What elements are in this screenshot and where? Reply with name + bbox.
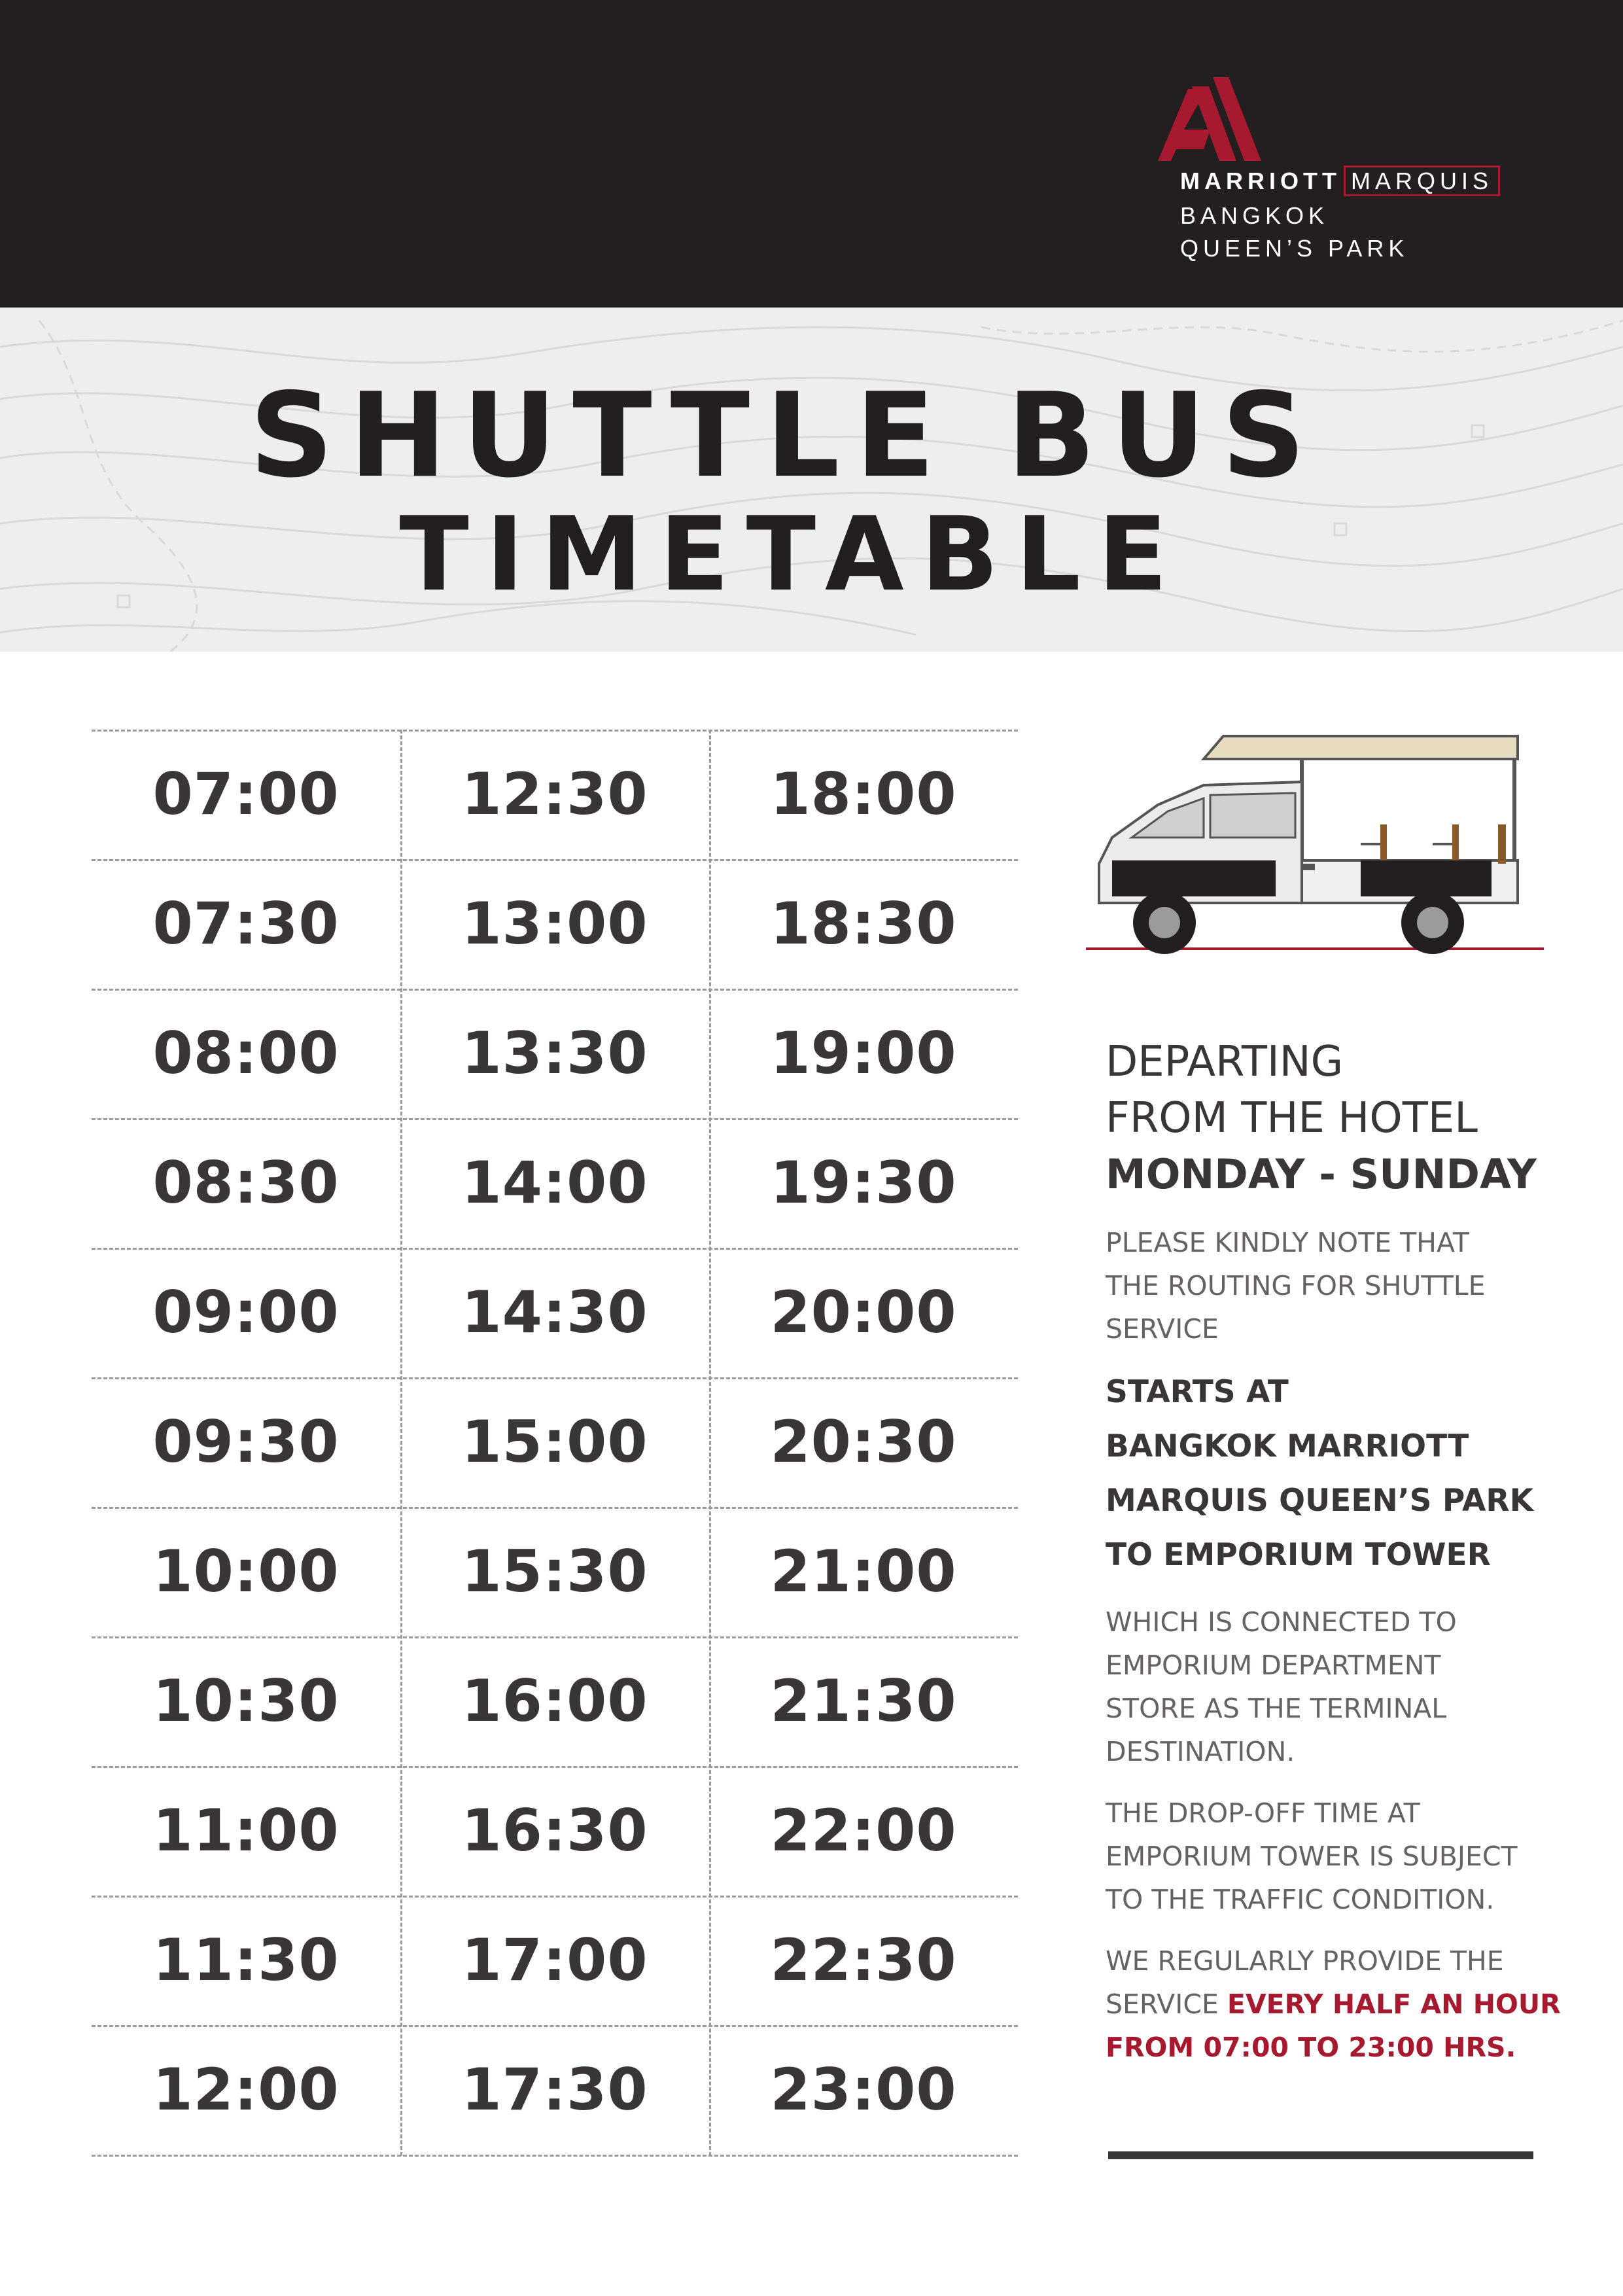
route-line: STARTS AT bbox=[1106, 1374, 1289, 1410]
departure-time: 07:00 bbox=[152, 760, 340, 828]
service-note-line: WE REGULARLY PROVIDE THE bbox=[1106, 1945, 1504, 1977]
departure-time: 18:30 bbox=[770, 890, 957, 957]
departure-time: 13:30 bbox=[461, 1019, 648, 1087]
marriott-marquis-logo bbox=[1158, 77, 1524, 274]
shuttle-bus-illustration bbox=[1086, 733, 1544, 995]
departure-time: 15:30 bbox=[461, 1538, 648, 1605]
operating-days: MONDAY - SUNDAY bbox=[1106, 1150, 1537, 1198]
dropoff-note bbox=[1106, 1792, 1563, 1921]
routing-note-line: SERVICE bbox=[1106, 1313, 1219, 1345]
departure-time: 22:30 bbox=[770, 1926, 957, 1994]
routing-note-line: THE ROUTING FOR SHUTTLE bbox=[1106, 1270, 1486, 1301]
departure-time: 12:00 bbox=[152, 2056, 340, 2123]
logo-marquis-text: MARQUIS bbox=[1344, 166, 1500, 196]
departure-time: 23:00 bbox=[770, 2056, 957, 2123]
title-timetable: TIMETABLE bbox=[399, 495, 1185, 614]
departure-time: 20:00 bbox=[770, 1279, 957, 1346]
departure-time: 08:00 bbox=[152, 1019, 340, 1087]
departure-time: 14:30 bbox=[461, 1279, 648, 1346]
logo-marriott-text: MARRIOTT bbox=[1180, 168, 1341, 194]
terminal-note-line: STORE AS THE TERMINAL bbox=[1106, 1693, 1447, 1724]
departure-time: 09:30 bbox=[152, 1408, 340, 1475]
dropoff-note-line: THE DROP-OFF TIME AT bbox=[1106, 1797, 1420, 1829]
marriott-m-logo-icon bbox=[1158, 77, 1276, 162]
departure-time: 07:30 bbox=[152, 890, 340, 957]
dropoff-note-line: TO THE TRAFFIC CONDITION. bbox=[1106, 1884, 1495, 1915]
terminal-note-line: EMPORIUM DEPARTMENT bbox=[1106, 1650, 1441, 1681]
departure-time: 21:00 bbox=[770, 1538, 957, 1605]
departure-time: 18:00 bbox=[770, 760, 957, 828]
logo-bangkok-text: BANGKOK bbox=[1180, 202, 1329, 229]
departing-heading-line2: FROM THE HOTEL bbox=[1106, 1094, 1478, 1142]
route-line: MARQUIS QUEEN’S PARK bbox=[1106, 1483, 1534, 1519]
timetable-row-divider bbox=[92, 2155, 1018, 2157]
departure-time: 16:30 bbox=[461, 1797, 648, 1864]
departure-time: 19:30 bbox=[770, 1149, 957, 1216]
service-frequency-note bbox=[1106, 1939, 1563, 2069]
departure-time: 12:30 bbox=[461, 760, 648, 828]
departure-time: 13:00 bbox=[461, 890, 648, 957]
terminal-note bbox=[1106, 1600, 1563, 1773]
departing-heading-line1: DEPARTING bbox=[1106, 1038, 1344, 1086]
departure-time: 21:30 bbox=[770, 1667, 957, 1735]
departure-time: 17:30 bbox=[461, 2056, 648, 2123]
departure-time: 16:00 bbox=[461, 1667, 648, 1735]
service-note-line-2 bbox=[1106, 1983, 1563, 2026]
service-frequency-highlight: EVERY HALF AN HOUR bbox=[1227, 1988, 1561, 2020]
header-bar bbox=[0, 0, 1623, 308]
departure-time: 19:00 bbox=[770, 1019, 957, 1087]
service-hours-highlight: FROM 07:00 TO 23:00 HRS. bbox=[1106, 2032, 1516, 2063]
timetable-grid bbox=[92, 730, 1018, 2156]
departure-time: 10:00 bbox=[152, 1538, 340, 1605]
title-banner bbox=[0, 308, 1623, 652]
departure-time: 11:00 bbox=[152, 1797, 340, 1864]
info-bottom-rule bbox=[1108, 2151, 1533, 2159]
departure-time: 10:30 bbox=[152, 1667, 340, 1735]
info-panel bbox=[1106, 1034, 1563, 2069]
logo-queens-park-text: QUEEN’S PARK bbox=[1180, 235, 1409, 262]
departure-time: 15:00 bbox=[461, 1408, 648, 1475]
departure-time: 20:30 bbox=[770, 1408, 957, 1475]
departure-time: 11:30 bbox=[152, 1926, 340, 1994]
routing-note bbox=[1106, 1221, 1563, 1351]
departure-time: 08:30 bbox=[152, 1149, 340, 1216]
departure-time: 17:00 bbox=[461, 1926, 648, 1994]
logo-line-marriott-marquis bbox=[1180, 167, 1500, 196]
terminal-note-line: WHICH IS CONNECTED TO bbox=[1106, 1606, 1457, 1638]
routing-note-line: PLEASE KINDLY NOTE THAT bbox=[1106, 1227, 1469, 1258]
route-description bbox=[1106, 1365, 1563, 1582]
departure-time: 09:00 bbox=[152, 1279, 340, 1346]
departure-time: 22:00 bbox=[770, 1797, 957, 1864]
route-line: BANGKOK MARRIOTT bbox=[1106, 1428, 1469, 1464]
route-line: TO EMPORIUM TOWER bbox=[1106, 1537, 1491, 1573]
title-shuttle-bus: SHUTTLE BUS bbox=[249, 368, 1321, 503]
dropoff-note-line: EMPORIUM TOWER IS SUBJECT bbox=[1106, 1841, 1518, 1872]
departure-time: 14:00 bbox=[461, 1149, 648, 1216]
terminal-note-line: DESTINATION. bbox=[1106, 1736, 1295, 1767]
service-note-plain: SERVICE bbox=[1106, 1988, 1227, 2020]
